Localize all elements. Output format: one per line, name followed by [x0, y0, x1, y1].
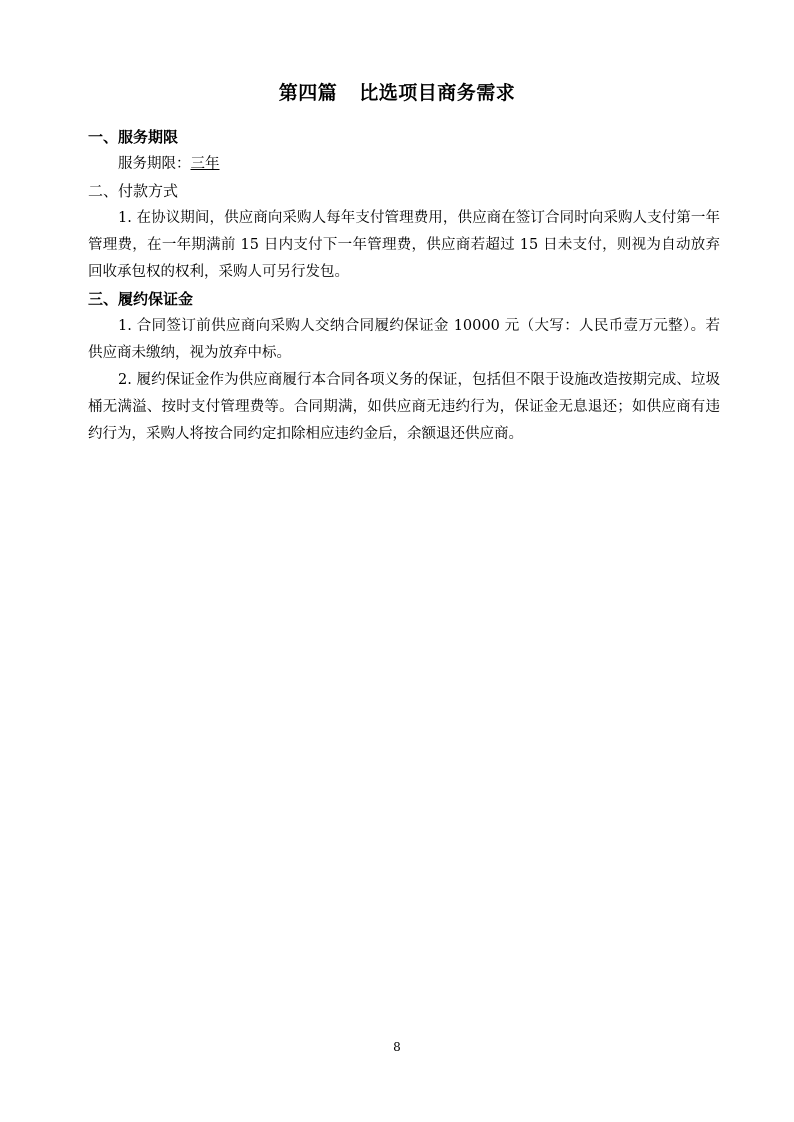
section-heading-performance-bond: 三、履约保证金: [88, 290, 194, 308]
service-period-value: 三年: [190, 156, 220, 172]
page-title: [0, 78, 794, 105]
performance-bond-paragraph-1: 1. 合同签订前供应商向采购人交纳合同履约保证金 10000 元（大写：人民币壹万元整）。若供应商未缴纳，视为放弃中标。: [88, 318, 720, 361]
page-number: 8: [393, 1040, 401, 1054]
performance-bond-paragraph-2: 2. 履约保证金作为供应商履行本合同各项义务的保证，包括但不限于设施改造按期完成、垃圾桶无满溢、按时支付管理费等。合同期满，如供应商无违约行为，保证金无息退还；如供应商有违约行为，采购人将按合同约定扣除相应违约金后，余额退还供应商。: [88, 372, 720, 442]
title-part-subject: 比选项目商务需求: [359, 82, 516, 104]
payment-paragraph-1: 1. 在协议期间，供应商向采购人每年支付管理费用，供应商在签订合同时向采购人支付第一年管理费，在一年期满前 15 日内支付下一年管理费，供应商若超过 15 日未支付，则视为自动放弃回收承包权的权利，采购人可另行发包。: [88, 210, 720, 280]
document-body: [88, 124, 720, 448]
service-period-line: [88, 151, 720, 178]
section-heading-payment: 二、付款方式: [88, 182, 179, 200]
section-heading-service-period: 一、服务期限: [88, 128, 179, 146]
service-period-label: 服务期限：: [118, 156, 191, 172]
title-part-chapter: 第四篇: [278, 82, 338, 104]
